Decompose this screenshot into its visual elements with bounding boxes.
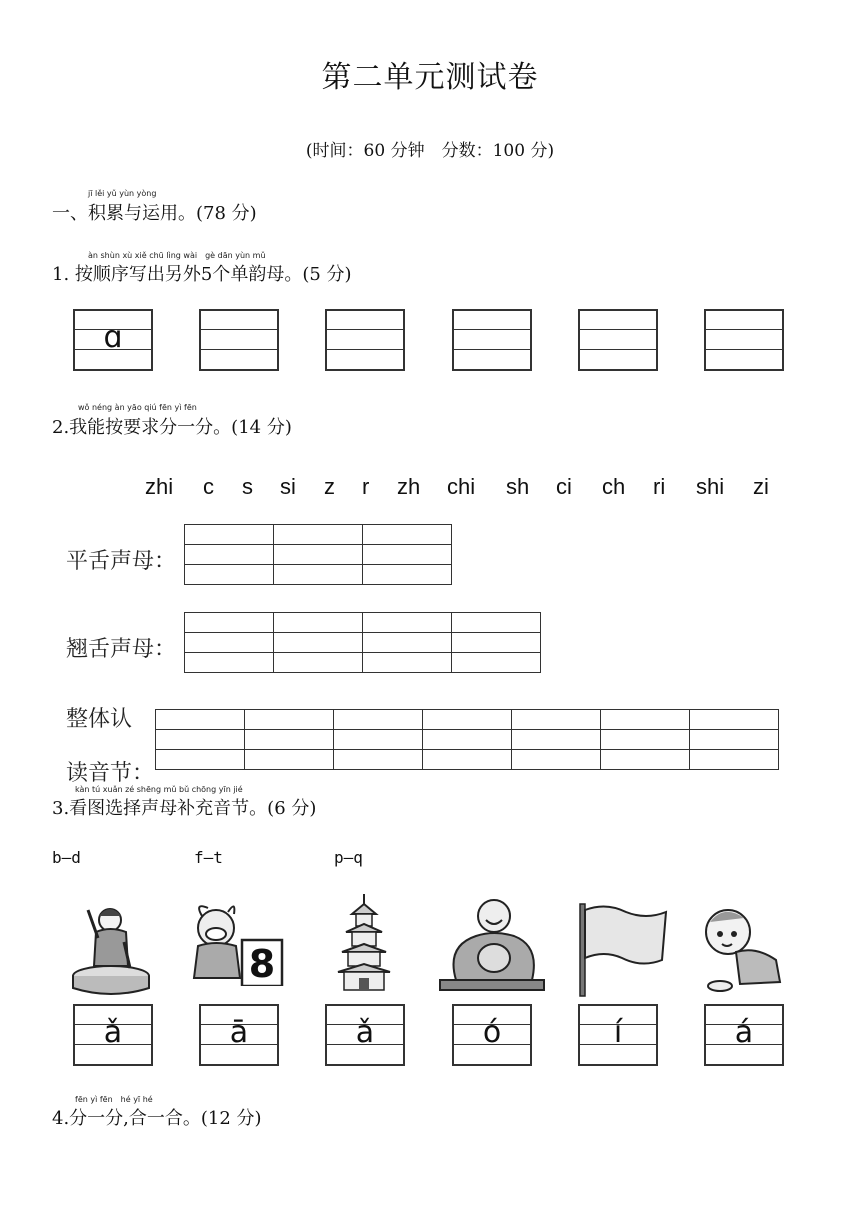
syllable: z [324,474,335,499]
syllable: s [242,474,253,499]
q1-grid-2[interactable] [199,309,279,371]
q1-grid-3[interactable] [325,309,405,371]
q3-vowel: í [613,1015,623,1050]
q3-grid-2[interactable] [199,1004,279,1066]
q3-heading: 3.看图选择声母补充音节。(6 分) [52,798,317,819]
q3-vowel: ǎ [355,1015,375,1050]
q1-pinyin: àn shùn xù xiě chū lìng wài gè dān yùn mǔ [88,251,266,260]
q1-heading: 1. 按顺序写出另外5个单韵母。(5 分) [52,264,352,285]
q4-pinyin: fēn yì fēn hé yī hé [75,1095,153,1104]
q3-grid-1[interactable] [73,1004,153,1066]
q2-pinyin: wǒ néng àn yāo qiú fēn yì fēn [78,403,197,412]
initial-pair: f—t [194,848,223,867]
buddha-icon [436,896,548,992]
q1-grid-4[interactable] [452,309,532,371]
whole-syllables-table[interactable] [155,709,779,770]
q2-heading: 2.我能按要求分一分。(14 分) [52,417,292,438]
q3-vowel: ā [229,1015,249,1050]
category-flat-label: 平舌声母： [66,549,177,574]
q3-vowel: ǎ [103,1015,123,1050]
q4-heading: 4.分一分,合一合。(12 分) [52,1108,262,1129]
section1-heading: 一、积累与运用。(78 分) [52,203,257,224]
eight-icon [184,900,286,986]
syllable: zi [753,474,769,499]
q1-grid-5[interactable] [578,309,658,371]
syllable: zh [397,474,421,499]
syllable: si [280,474,296,499]
q1-given-letter: ɑ [103,320,123,355]
flat-initials-table[interactable] [184,524,452,585]
syllable: sh [506,474,530,499]
initial-pair: b—d [52,848,81,867]
q3-grid-4[interactable] [452,1004,532,1066]
svg-text:8: 8 [248,942,276,986]
syllable: shi [696,474,725,499]
q3-vowel: ó [482,1015,502,1050]
syllable: r [362,474,370,499]
q1-grid-6[interactable] [704,309,784,371]
syllable: zhi [145,474,174,499]
syllable: ch [602,474,626,499]
drummer-icon [68,898,154,996]
q3-grid-3[interactable] [325,1004,405,1066]
q3-pinyin: kàn tú xuǎn zé shēng mǔ bǔ chōng yīn jié [75,785,243,794]
retroflex-initials-table[interactable] [184,612,541,673]
initial-pair: p—q [334,848,363,867]
flag-icon [576,902,670,998]
q3-grid-5[interactable] [578,1004,658,1066]
category-whole-label-1: 整体认 [66,707,133,732]
syllable: chi [447,474,476,499]
page-title: 第二单元测试卷 [321,60,539,95]
category-whole-label-2: 读音节： [66,761,155,786]
syllable: ci [556,474,572,499]
q3-vowel: á [734,1015,754,1050]
baby-icon [700,904,786,994]
section1-pinyin: jī lěi yǔ yùn yòng [88,189,157,198]
category-retroflex-label: 翘舌声母： [66,637,177,662]
syllable: ri [653,474,666,499]
q3-grid-6[interactable] [704,1004,784,1066]
pagoda-icon [334,892,394,992]
syllable: c [203,474,214,499]
page-subtitle: (时间：60 分钟 分数：100 分) [305,141,555,161]
q1-grid-1[interactable] [73,309,153,371]
